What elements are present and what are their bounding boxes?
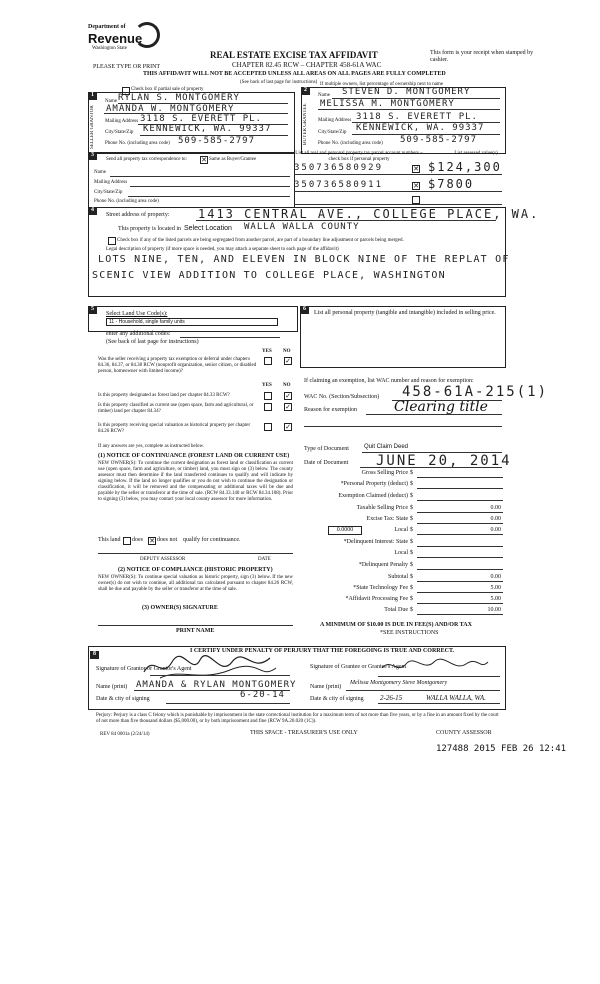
seller-side-label: SELLER GRANTOR <box>90 105 95 149</box>
parcel-1-personal-checkbox[interactable]: ✕ <box>413 165 419 173</box>
question-3: Is this property classified as current use (open space, farm and agricultural, or timber) land per chapter 84.34? <box>98 403 254 414</box>
amount-dollar: $ <box>410 470 413 476</box>
answered-yes-note: If any answers are yes, complete as instructed below. <box>98 444 205 449</box>
grantor-date-line <box>166 703 290 704</box>
land-does-not-checkbox[interactable]: ✕ <box>149 537 155 545</box>
multiple-owners-label: If multiple owners, list percentage of ownership next to name <box>320 82 444 87</box>
perjury-notice: Perjury: Perjury is a class C felony which is punishable by imprisonment in the state correctional institution for a maximum term of not more than five years, or by a fine in an amount fixed by the court of not more than five thousand dollars ($5,000.00), or by both imprisonment and fine (RCW 9A.20.020 (1C)). <box>96 713 499 724</box>
certify-text: I CERTIFY UNDER PENALTY OF PERJURY THAT THE FOREGOING IS TRUE AND CORRECT. <box>190 648 455 654</box>
amount-dollar: $ <box>410 607 413 613</box>
amount-label-penalty: *Delinquent Penalty <box>358 562 408 568</box>
partial-sale-label: Check box if partial sale of property <box>131 87 204 92</box>
land-use-label: Select Land Use Code(s): <box>106 311 168 317</box>
amount-line <box>417 534 503 535</box>
same-as-buyer-checkbox[interactable]: ✕ <box>201 156 207 164</box>
seller-phone-label: Phone No. (including area code) <box>105 141 170 146</box>
additional-codes-line <box>180 337 280 338</box>
amount-dollar: $ <box>410 539 413 545</box>
grantor-sig-label: Signature of Grantor or Grantor's Agent <box>96 666 192 672</box>
grantor-sig-line <box>150 675 290 676</box>
buyer-block-number: 2 <box>301 87 310 95</box>
amount-line <box>417 500 503 501</box>
personal-property-label: List all personal property (tangible and intangible) included in selling price. <box>314 310 496 316</box>
grantee-date-line <box>378 703 500 704</box>
logo-swirl-icon <box>134 22 160 48</box>
seller-name-2: AMANDA W. MONTGOMERY <box>106 104 235 114</box>
tax-mailing-line <box>130 186 290 187</box>
buyer-side-label: BUYER GRANTEE <box>303 103 308 145</box>
parcel-2-personal-checkbox[interactable]: ✕ <box>413 182 419 190</box>
amount-line <box>417 477 503 478</box>
buyer-name-line-2 <box>318 109 500 110</box>
parcel-number-1: 350736580929 <box>294 163 384 173</box>
buyer-mailing-label: Mailing Address <box>318 118 352 123</box>
seller-city: KENNEWICK, WA. 99337 <box>143 124 272 134</box>
treasurer-use: THIS SPACE - TREASURER'S USE ONLY <box>250 730 358 736</box>
no-header-1: NO <box>283 349 291 354</box>
amount-label-taxable: Taxable Selling Price <box>356 505 408 511</box>
land-does-checkbox[interactable] <box>123 537 131 545</box>
amount-dollar: $ <box>410 585 413 591</box>
form-title: REAL ESTATE EXCISE TAX AFFIDAVIT <box>210 50 378 60</box>
buyer-city: KENNEWICK, WA. 99337 <box>356 123 485 133</box>
amount-dollar: $ <box>410 493 413 499</box>
amount-label-subtotal: Subtotal <box>387 574 408 580</box>
buyer-phone: 509-585-2797 <box>400 135 478 145</box>
buyer-mailing: 3118 S. EVERETT PL. <box>356 112 478 122</box>
grantee-name-line <box>346 690 500 691</box>
rev-number: REV 84 0001a (2/24/14) <box>100 732 150 737</box>
tax-phone-label: Phone No. (including area code) <box>94 199 159 204</box>
segregated-checkbox[interactable] <box>108 237 116 245</box>
seller-name-1: RYLAN S. MONTGOMERY <box>118 93 240 103</box>
amount-label-delinquent-state: *Delinquent Interest: State <box>343 539 408 545</box>
county-name: WALLA WALLA COUNTY <box>244 222 360 232</box>
q1-no-checkbox[interactable]: ✓ <box>285 357 291 365</box>
amount-dollar: $ <box>410 574 413 580</box>
amount-line <box>417 569 503 570</box>
exemption-reason: Clearing title <box>394 399 488 415</box>
grantee-sig-line <box>378 676 500 677</box>
grantor-date-city-label: Date & city of signing <box>96 696 150 702</box>
deputy-date-label: DATE <box>258 557 271 562</box>
buyer-city-label: City/State/Zip <box>318 130 347 135</box>
yes-header-2: YES <box>262 383 272 388</box>
grantee-date-city-label: Date & city of signing <box>310 696 364 702</box>
segregated-label: Check box if any of the listed parcels are being segregated from another parcel, are part of a boundary line adjustment or parcels being merged. <box>117 238 404 243</box>
land-use-block-number: 5 <box>88 306 97 314</box>
owner-sig-line <box>98 625 293 626</box>
amount-line <box>417 523 503 524</box>
buyer-name-1: STEVEN D. MONTGOMERY <box>342 87 471 97</box>
grantor-signature <box>140 652 280 682</box>
amount-value-tech-fee: 5.00 <box>490 585 501 591</box>
amount-line <box>417 592 503 593</box>
seller-mailing: 3118 S. EVERETT PL. <box>140 114 262 124</box>
no-header-2: NO <box>283 383 291 388</box>
q4-yes-checkbox[interactable] <box>264 423 272 431</box>
recording-stamp: 127488 2015 FEB 26 12:41 <box>436 744 567 754</box>
notice-continuance-title: (1) NOTICE OF CONTINUANCE (FOREST LAND OR CURRENT USE) <box>98 453 290 459</box>
q2-no-checkbox[interactable]: ✓ <box>285 392 291 400</box>
amount-line <box>417 488 503 489</box>
parcel-line-3 <box>294 204 502 205</box>
amount-label-personal: *Personal Property (deduct) <box>340 481 408 487</box>
seller-block-number: 1 <box>88 92 97 100</box>
grantee-name-print: Melissa Montgomery Steve Montgomery <box>350 680 448 686</box>
reason-line <box>366 414 502 415</box>
amount-value-total: 10.00 <box>487 607 501 613</box>
tax-city-label: City/State/Zip <box>94 190 123 195</box>
amount-label-excise-local: Local <box>394 527 408 533</box>
certify-block-number: 8 <box>90 651 99 659</box>
grantor-signature-scribble <box>140 652 280 682</box>
amount-dollar: $ <box>410 550 413 556</box>
grantor-date: 6-20-14 <box>240 690 285 700</box>
grantee-signature-scribble <box>380 656 490 676</box>
doc-type-label: Type of Document <box>304 446 349 452</box>
question-4: Is this property receiving special valuation as historical property per chapter 84.26 RCW? <box>98 423 251 434</box>
q4-no-checkbox[interactable]: ✓ <box>285 423 291 431</box>
q2-yes-checkbox[interactable] <box>264 392 272 400</box>
grantee-city: WALLA WALLA, WA. <box>426 694 486 702</box>
amount-line <box>417 557 503 558</box>
amount-label-exemption: Exemption Claimed (deduct) <box>338 493 408 499</box>
parcel-header: List all real and personal property tax parcel account numbers – check box if personal property <box>295 151 423 162</box>
q1-yes-checkbox[interactable] <box>264 357 272 365</box>
owner-signature-label: (3) OWNER(S) SIGNATURE <box>142 605 218 611</box>
amount-line <box>417 512 503 513</box>
amount-dollar: $ <box>410 527 413 533</box>
parcel-value-1: $124,300 <box>428 160 502 174</box>
dept-line3: Washington State <box>92 46 128 51</box>
amount-line <box>417 603 503 604</box>
land-does-label: does <box>132 537 143 543</box>
amount-label-tech-fee: *State Technology Fee <box>353 585 408 591</box>
print-name-label: PRINT NAME <box>176 628 215 634</box>
question-1: Was the seller receiving a property tax exemption or deferral under chapters 84.36, 84.37, or 84.38 RCW (nonprofit organization, senior citizen, or disabled person, homeowner with limited income)? <box>98 357 257 374</box>
street-label: Street address of property: <box>106 212 170 218</box>
q3-yes-checkbox[interactable] <box>264 403 272 411</box>
reason-line-2 <box>304 426 502 427</box>
receipt-note: This form is your receipt when stamped by cashier. <box>430 50 534 63</box>
seller-city-label: City/State/Zip <box>105 130 134 135</box>
grantor-name-print-label: Name (print) <box>96 684 128 690</box>
tax-correspondence-label: Send all property tax correspondence to: <box>106 157 187 162</box>
county-assessor-label: COUNTY ASSESSOR <box>436 730 492 736</box>
doc-date-line <box>360 467 502 468</box>
buyer-name-2: MELISSA M. MONTGOMERY <box>320 99 455 109</box>
parcel-3-personal-checkbox[interactable] <box>412 196 420 204</box>
amount-label-gross: Gross Selling Price <box>361 470 408 476</box>
amount-line <box>417 614 503 615</box>
location-block-number: 4 <box>88 207 97 215</box>
minimum-note: A MINIMUM OF $10.00 IS DUE IN FEE(S) AND/OR TAX <box>320 622 472 628</box>
amount-value-subtotal: 0.00 <box>490 574 501 580</box>
notice-compliance-body: NEW OWNER(S): To continue special valuation as historic property, sign (3) below. If the new owner(s) do not wish to continue, all additional tax calculated pursuant to chapter 84.26 RCW, shall be due and payable by the seller or transferor at the time of sale. <box>98 575 293 592</box>
exemption-label: If claiming an exemption, list WAC number and reason for exemption: <box>304 378 474 384</box>
yes-header-1: YES <box>262 349 272 354</box>
amount-label-delinquent-local: Local <box>394 550 408 556</box>
amount-dollar: $ <box>410 481 413 487</box>
grantee-name-print-label: Name (print) <box>310 684 342 690</box>
amount-value-excise-local: 0.00 <box>490 527 501 533</box>
this-land-label: This land <box>98 537 121 543</box>
land-use-select[interactable]: 11 - Household, single family units <box>106 318 278 326</box>
deputy-sig-line <box>98 553 293 554</box>
amount-dollar: $ <box>410 516 413 522</box>
doc-date: JUNE 20, 2014 <box>376 453 512 469</box>
see-back-note: (See back of last page for instructions) <box>240 80 318 85</box>
tax-city-line <box>128 196 290 197</box>
legal-line-1: LOTS NINE, TEN, AND ELEVEN IN BLOCK NINE OF THE REPLAT OF <box>98 254 510 265</box>
select-location[interactable]: Select Location <box>184 225 232 232</box>
amount-value-excise-state: 0.00 <box>490 516 501 522</box>
wac-number: 458-61A-215(1) <box>402 384 549 400</box>
q3-no-checkbox[interactable]: ✓ <box>285 403 291 411</box>
amount-dollar: $ <box>410 505 413 511</box>
notice-continuance-body: NEW OWNER(S): To continue the current designation as forest land or classification as current use (open space, farm and agriculture, or timber) land, you must sign on (3) below. The county assessor must then determine if the land transferred continues to qualify and will indicate by signing below. If the land no longer qualifies or you do not wish to continue the designation or classification, it will be removed and the compensating or additional taxes will be due and payable by the seller or transferor at the time of sale. (RCW 84.33.140 or RCW 84.34.108). Prior to signing (3) below, you may contact your local county assessor for more information. <box>98 461 293 502</box>
tax-block-number: 3 <box>88 152 97 160</box>
question-2: Is this property designated as forest land per chapter 84.33 RCW? <box>98 393 230 398</box>
seller-phone: 509-585-2797 <box>178 136 256 146</box>
same-as-buyer-label: Same as Buyer/Grantee <box>209 157 257 162</box>
grantee-date: 2-26-15 <box>380 694 403 702</box>
parcel-value-2: $7800 <box>428 177 475 191</box>
revenue-logo <box>88 22 158 58</box>
parcel-number-2: 350736580911 <box>294 180 384 190</box>
dept-line2: Revenue <box>88 31 143 46</box>
buyer-name-label: Name <box>318 93 330 98</box>
qualify-label: qualify for continuance. <box>183 537 241 543</box>
tax-name-line <box>110 176 290 177</box>
tax-name-label: Name <box>94 170 106 175</box>
doc-date-label: Date of Document <box>304 460 349 466</box>
street-address: 1413 CENTRAL AVE., COLLEGE PLACE, WA. <box>198 207 540 221</box>
assessed-header: List assessed value(s) <box>454 151 498 156</box>
amount-dollar: $ <box>410 562 413 568</box>
parcel-line-2 <box>294 191 502 192</box>
buyer-phone-label: Phone No. (including area code) <box>318 141 383 146</box>
notice-compliance-title: (2) NOTICE OF COMPLIANCE (HISTORIC PROPERTY) <box>118 567 273 573</box>
amount-value-processing-fee: 5.00 <box>490 596 501 602</box>
land-use-see-back: (See back of last page for instructions) <box>106 339 199 345</box>
seller-mailing-label: Mailing Address <box>105 119 139 124</box>
amount-line <box>417 546 503 547</box>
seller-name-label: Name <box>105 99 117 104</box>
parcel-line-1 <box>294 174 502 175</box>
amount-value-taxable: 0.00 <box>490 505 501 511</box>
amount-label-processing-fee: *Affidavit Processing Fee <box>345 596 408 602</box>
doc-type[interactable]: Quit Claim Deed <box>364 444 409 450</box>
dept-line1: Department of <box>88 24 126 30</box>
county-label: This property is located in <box>118 226 181 232</box>
amount-dollar: $ <box>410 596 413 602</box>
legal-label: Legal description of property (if more space is needed, you may attach a separate sheet to each page of the affidavit) <box>106 247 339 252</box>
see-instructions-note: *SEE INSTRUCTIONS <box>380 630 439 636</box>
personal-property-block-number: 6 <box>300 306 309 314</box>
land-does-not-label: does not <box>157 537 178 543</box>
street-line <box>196 220 496 221</box>
amount-label-excise-state: Excise Tax: State <box>366 516 408 522</box>
amount-label-total: Total Due <box>384 607 408 613</box>
legal-line-2: SCENIC VIEW ADDITION TO COLLEGE PLACE, WASHINGTON <box>92 270 446 281</box>
grantee-signature <box>380 656 490 676</box>
amount-line <box>417 581 503 582</box>
form-subtitle: CHAPTER 82.45 RCW – CHAPTER 458-61A WAC <box>232 61 382 69</box>
deputy-assessor-label: DEPUTY ASSESSOR <box>140 557 186 562</box>
grantee-sig-label: Signature of Grantee or Grantee's Agent <box>310 664 407 670</box>
tax-mailing-label: Mailing Address <box>94 180 128 185</box>
grantor-name-print: AMANDA & RYLAN MONTGOMERY <box>136 680 297 690</box>
type-print-note: PLEASE TYPE OR PRINT <box>93 64 161 70</box>
reason-label: Reason for exemption <box>304 407 357 413</box>
warning-line: THIS AFFIDAVIT WILL NOT BE ACCEPTED UNLESS ALL AREAS ON ALL PAGES ARE FULLY COMPLETED <box>143 71 446 77</box>
local-rate-box[interactable]: 0.0000 <box>328 526 362 535</box>
wac-label: WAC No. (Section/Subsection) <box>304 394 380 400</box>
additional-codes-label: enter any additional codes: <box>106 331 171 337</box>
